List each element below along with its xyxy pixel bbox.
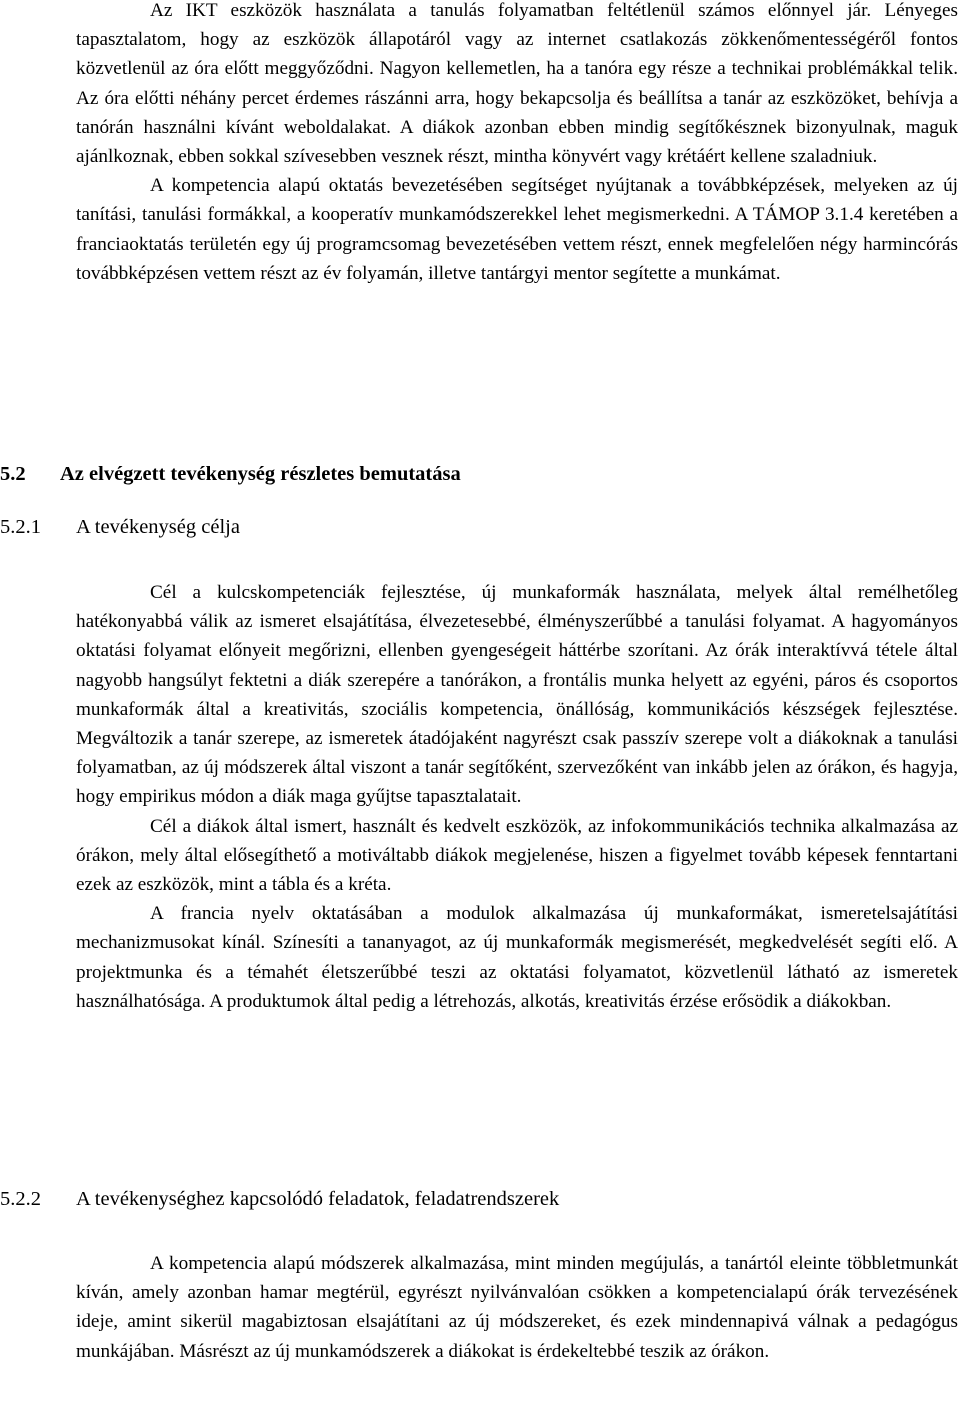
paragraph: A kompetencia alapú módszerek alkalmazása, mint minden megújulás, a tanártól eleinte többletmunkát kíván, amely azonban hamar megtérül, egyrészt nyilvánvalóan csökken a kompetencialapú órák tervezésének ideje, amint sikerül magabiztosan elsajátítani az új módszereket, és ezek mindennapivá válnak a pedagógus munkájában. Másrészt az új munkamódszerek a diákokat is érdekeltebbé teszik az órákon. [76,1253,958,1362]
section-title: A tevékenység célja [76,516,240,538]
section-number: 5.2 [0,463,26,485]
section-number: 5.2.2 [0,1188,41,1210]
section-heading-5-2 [0,460,461,488]
paragraph: A kompetencia alapú oktatás bevezetésében segítséget nyújtanak a továbbképzések, melyeken az új tanítási, tanulási formákkal, a kooperatív munkamódszerekkel lehet megismerkedni. A TÁMOP 3.1.4 keretében a franciaoktatás területén egy új programcsomag bevezetésében vettem részt, ennek megfelelően négy harmincórás továbbképzésen vettem részt az év folyamán, illetve tantárgyi mentor segítette a munkámat. [76,175,958,284]
paragraph: A francia nyelv oktatásában a modulok alkalmazása új munkaformákat, ismeretelsajátítási mechanizmusokat kínál. Színesíti a tananyagot, az új munkaformák megismerését, megkedvelését segíti elő. A projektmunka és a témahét életszerűbbé teszi az oktatási folyamatot, közvetlenül látható az ismeretek használhatósága. A produktumok által pedig a létrehozás, alkotás, kreativitás érzése erősödik a diákokban. [76,903,958,1012]
section-title: Az elvégzett tevékenység részletes bemutatása [60,463,461,485]
paragraph: Cél a diákok által ismert, használt és kedvelt eszközök, az infokommunikációs technika alkalmazása az órákon, mely által elősegíthető a motiváltabb diákok megjelenése, hiszen a figyelmet tovább képesek fenntartani ezek az eszközök, mint a tábla és a kréta. [76,815,958,896]
section-heading-5-2-1 [0,513,240,541]
section-body-5-2-2 [76,1249,958,1366]
section-body-5-2-1 [76,578,958,1016]
intro-text [76,0,958,288]
section-number: 5.2.1 [0,516,41,538]
paragraph: Az IKT eszközök használata a tanulás folyamatban feltétlenül számos előnnyel jár. Lényeges tapasztalatom, hogy az eszközök állapotáról vagy az internet csatlakozás zökkenőmentességéről fontos közvetlenül az óra előtt meggyőződni. Nagyon kellemetlen, ha a tanóra egy része a technikai problémákkal telik. Az óra előtti néhány percet érdemes rászánni arra, hogy bekapcsolja és beállítsa a tanár az eszközöket, behívja a tanórán használni kívánt weboldalakat. A diákok azonban ebben mindig segítőkésznek bizonyulnak, maguk ajánlkoznak, ebben sokkal szívesebben vesznek részt, mintha könyvért vagy krétáért kellene szaladniuk. [76,0,958,168]
section-heading-5-2-2 [0,1185,559,1213]
section-title: A tevékenységhez kapcsolódó feladatok, feladatrendszerek [76,1188,560,1210]
paragraph: Cél a kulcskompetenciák fejlesztése, új munkaformák használata, melyek által remélhetőleg hatékonyabbá válik az ismeret elsajátítása, élvezetesebbé, élményszerűbbé a tanulási folyamat. A hagyományos oktatási folyamat előnyeit megőrizni, ellenben gyengeségeit háttérbe szorítani. Az órák interaktívvá tétele által nagyobb hangsúlyt fektetni a diák szerepére a tanórákon, a frontális munka helyett az egyéni, páros és csoportos munkaformák által a kreativitás, szociális kompetencia, önállóság, kommunikációs készségek fejlesztése. Megváltozik a tanár szerepe, az ismeretek átadójaként nagyrészt csak passzív szerepe volt a diákoknak a tanulási folyamatban, az új módszerek által viszont a tanár segítőként, szervezőként van inkább jelen az órákon, és hagyja, hogy empirikus módon a diák maga gyűjtse tapasztalatait. [76,582,958,808]
